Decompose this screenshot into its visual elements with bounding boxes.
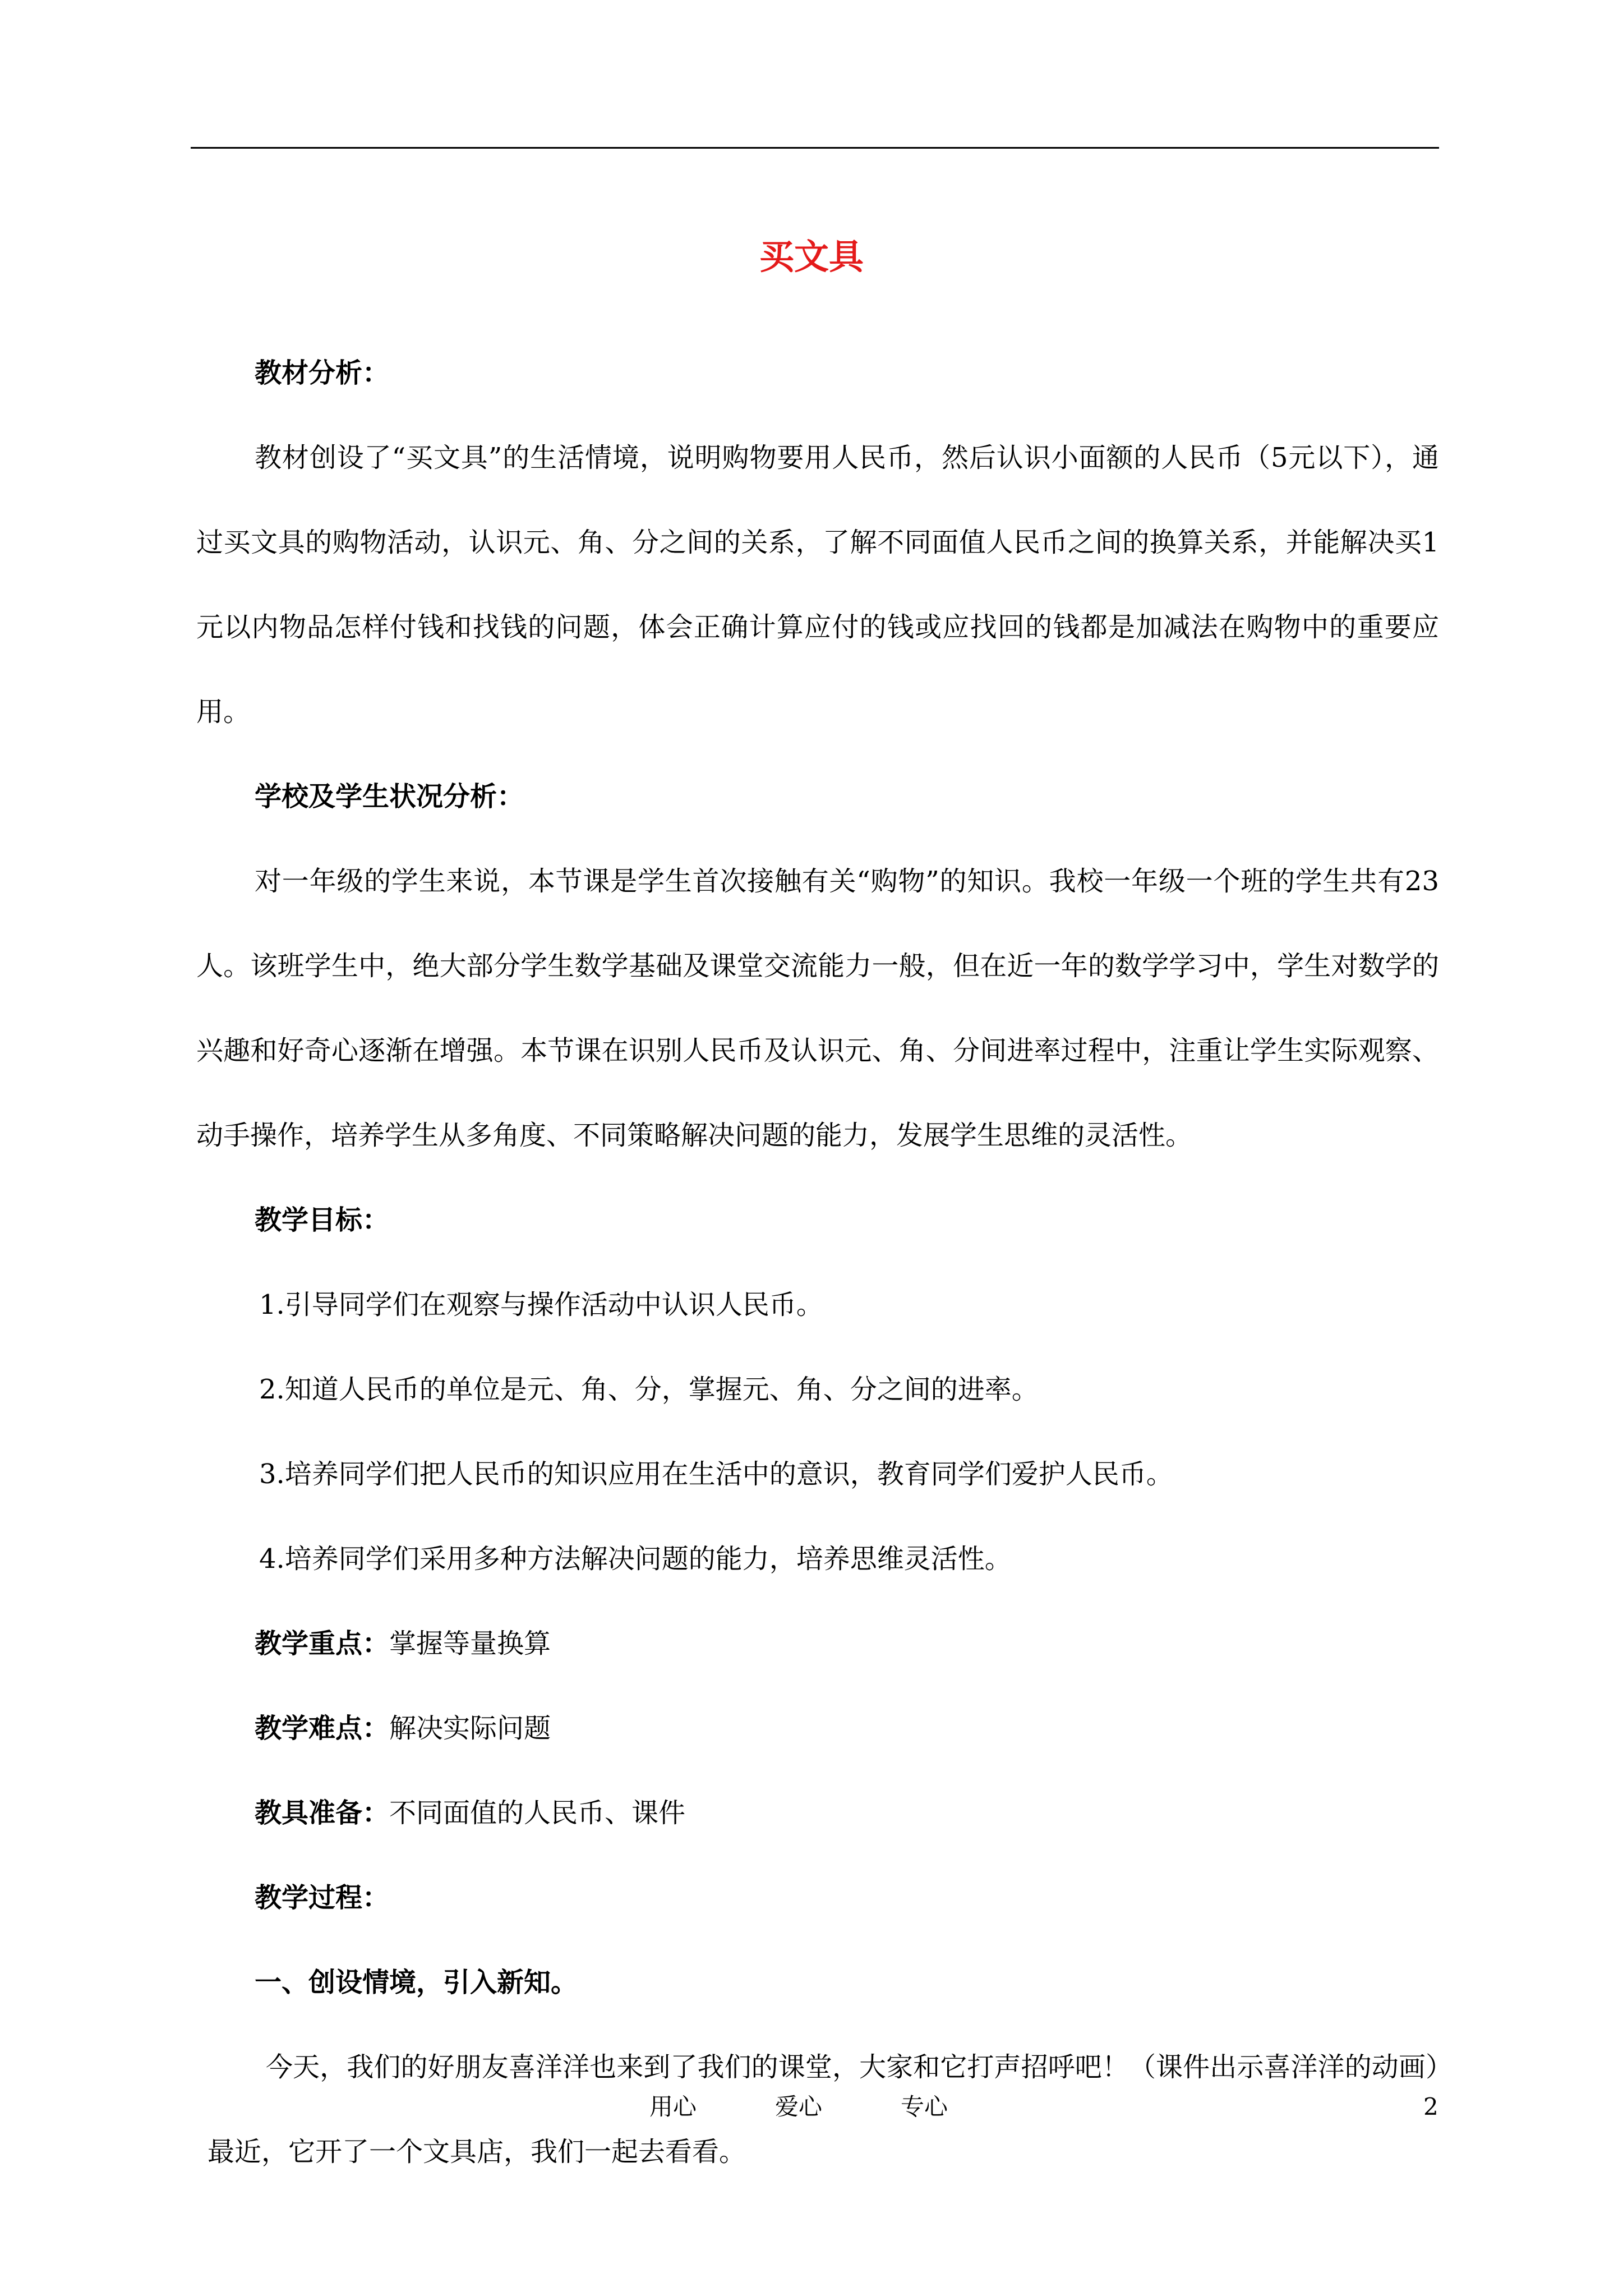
tools-value: 不同面值的人民币、课件: [389, 1797, 686, 1829]
header-rule: [191, 147, 1439, 149]
difficulty-label: 教学难点：: [255, 1713, 390, 1744]
key-point-line: [255, 1602, 1439, 1686]
page-number: 2: [1423, 2093, 1438, 2120]
document-body: [196, 331, 1439, 2194]
difficulty-line: [255, 1686, 1439, 1771]
material-analysis-text: 教材创设了“买文具”的生活情境，说明购物要用人民币，然后认识小面额的人民币（5元以下），通过买文具的购物活动，认识元、角、分之间的关系，了解不同面值人民币之间的换算关系，并能解决买1元以内物品怎样付钱和找钱的问题，体会正确计算应付的钱或应找回的钱都是加减法在购物中的重要应用。: [196, 442, 1439, 728]
step1-heading: 一、创设情境，引入新知。: [255, 1967, 578, 1998]
key-point-value: 掌握等量换算: [389, 1628, 551, 1659]
page-footer: [0, 2090, 1623, 2124]
step1-text: 今天，我们的好朋友喜洋洋也来到了我们的课堂，大家和它打声招呼吧！（课件出示喜洋洋的动画）最近，它开了一个文具店，我们一起去看看。: [208, 2051, 1439, 2168]
footer-motto-word: 专心: [901, 2093, 948, 2120]
difficulty-value: 解决实际问题: [389, 1713, 551, 1744]
footer-motto-word: 爱心: [775, 2093, 823, 2120]
key-point-label: 教学重点：: [255, 1628, 390, 1659]
document-title: 买文具: [759, 236, 864, 277]
goal-item: 2.知道人民币的单位是元、角、分，掌握元、角、分之间的进率。: [259, 1374, 1039, 1405]
footer-motto-word: 用心: [649, 2093, 697, 2120]
goal-item: 1.引导同学们在观察与操作活动中认识人民币。: [259, 1289, 823, 1320]
goal-item: 3.培养同学们把人民币的知识应用在生活中的意识，教育同学们爱护人民币。: [259, 1458, 1173, 1490]
student-analysis-text: 对一年级的学生来说，本节课是学生首次接触有关“购物”的知识。我校一年级一个班的学生共有23人。该班学生中，绝大部分学生数学基础及课堂交流能力一般，但在近一年的数学学习中，学生对数学的兴趣和好奇心逐渐在增强。本节课在识别人民币及认识元、角、分间进率过程中，注重让学生实际观察、动手操作，培养学生从多角度、不同策略解决问题的能力，发展学生思维的灵活性。: [196, 866, 1439, 1151]
student-analysis-heading: 学校及学生状况分析：: [255, 781, 524, 812]
tools-label: 教具准备：: [255, 1797, 390, 1829]
footer-motto: [649, 2090, 948, 2124]
goal-item: 4.培养同学们采用多种方法解决问题的能力，培养思维灵活性。: [259, 1543, 1012, 1575]
tools-line: [255, 1771, 1439, 1856]
process-heading: 教学过程：: [255, 1882, 390, 1913]
goals-heading: 教学目标：: [255, 1204, 390, 1236]
material-analysis-heading: 教材分析：: [255, 357, 390, 389]
